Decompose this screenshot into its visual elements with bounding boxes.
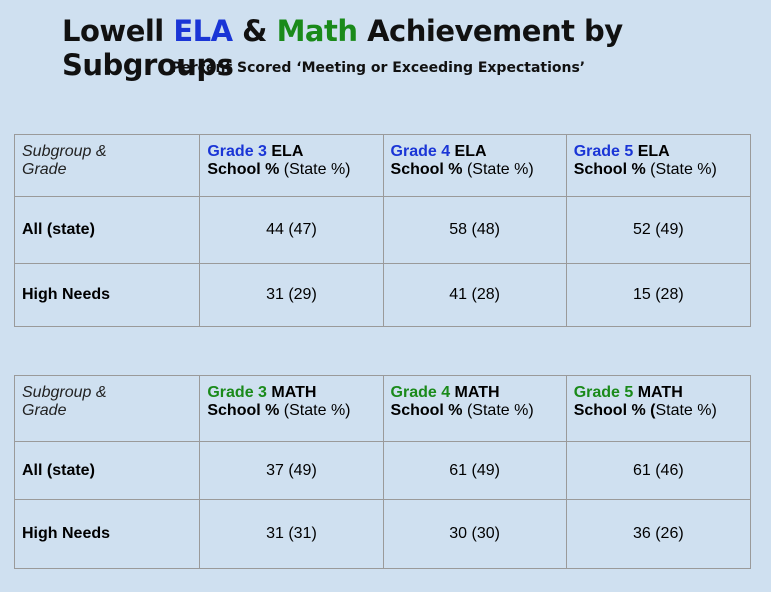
row-label: High Needs (15, 264, 200, 327)
school-pct-label: School % (207, 402, 280, 419)
school-pct-label: School % (390, 402, 463, 419)
grade-label: Grade 3 (207, 143, 267, 160)
table-cell: 61 (46) (566, 442, 750, 500)
title-suffix: Achievement by Subgroups (62, 14, 623, 82)
row-label: High Needs (15, 500, 200, 569)
corner-line2: Grade (22, 402, 67, 419)
table-cell: 30 (30) (383, 500, 566, 569)
column-header-grade3-ela (200, 135, 383, 197)
corner-line1: Subgroup & (22, 384, 107, 401)
subject-label: ELA (633, 143, 670, 160)
table-cell: 31 (31) (200, 500, 383, 569)
grade-label: Grade 3 (207, 384, 267, 401)
state-pct-label: (State %) (645, 161, 717, 178)
school-pct-label: School % ( (573, 402, 656, 419)
column-header-grade5-ela (566, 135, 750, 197)
math-table (14, 375, 751, 569)
corner-header (15, 376, 200, 442)
table-row-all-state (15, 442, 751, 500)
corner-line2: Grade (22, 161, 67, 178)
table-cell: 37 (49) (200, 442, 383, 500)
grade-label: Grade 5 (573, 384, 634, 401)
grade-label: Grade 4 (390, 384, 451, 401)
column-header-grade4-ela (383, 135, 566, 197)
state-pct-label: State %) (655, 402, 717, 419)
column-header-grade4-math (383, 376, 566, 442)
subject-label: MATH (450, 384, 500, 401)
table-row-high-needs (15, 264, 751, 327)
state-pct-label: (State %) (462, 402, 534, 419)
grade-label: Grade 4 (390, 143, 451, 160)
table-cell: 31 (29) (200, 264, 383, 327)
row-label: All (state) (15, 197, 200, 264)
table-cell: 44 (47) (200, 197, 383, 264)
subject-label: ELA (266, 143, 304, 160)
school-pct-label: School % (207, 161, 280, 178)
table-header-row (15, 376, 751, 442)
ela-table (14, 134, 751, 327)
table-cell: 15 (28) (566, 264, 750, 327)
corner-line1: Subgroup & (22, 143, 107, 160)
table-cell: 36 (26) (566, 500, 750, 569)
table-row-high-needs (15, 500, 751, 569)
state-pct-label: (State %) (279, 161, 351, 178)
page-subtitle: Percent Scored ‘Meeting or Exceeding Expectations’ (171, 60, 586, 76)
grade-label: Grade 5 (573, 143, 634, 160)
state-pct-label: (State %) (462, 161, 534, 178)
table-cell: 52 (49) (566, 197, 750, 264)
school-pct-label: School % (573, 161, 646, 178)
table-cell: 61 (49) (383, 442, 566, 500)
table-header-row (15, 135, 751, 197)
row-label: All (state) (15, 442, 200, 500)
column-header-grade5-math (566, 376, 750, 442)
state-pct-label: (State %) (279, 402, 351, 419)
subject-label: MATH (266, 384, 317, 401)
title-ela: ELA (173, 14, 233, 48)
title-amp: & (232, 14, 277, 48)
table-cell: 41 (28) (383, 264, 566, 327)
subject-label: ELA (450, 143, 487, 160)
column-header-grade3-math (200, 376, 383, 442)
school-pct-label: School % (390, 161, 463, 178)
title-math: Math (276, 14, 358, 48)
title-prefix: Lowell (62, 14, 174, 48)
subject-label: MATH (633, 384, 683, 401)
table-row-all-state (15, 197, 751, 264)
table-cell: 58 (48) (383, 197, 566, 264)
corner-header (15, 135, 200, 197)
